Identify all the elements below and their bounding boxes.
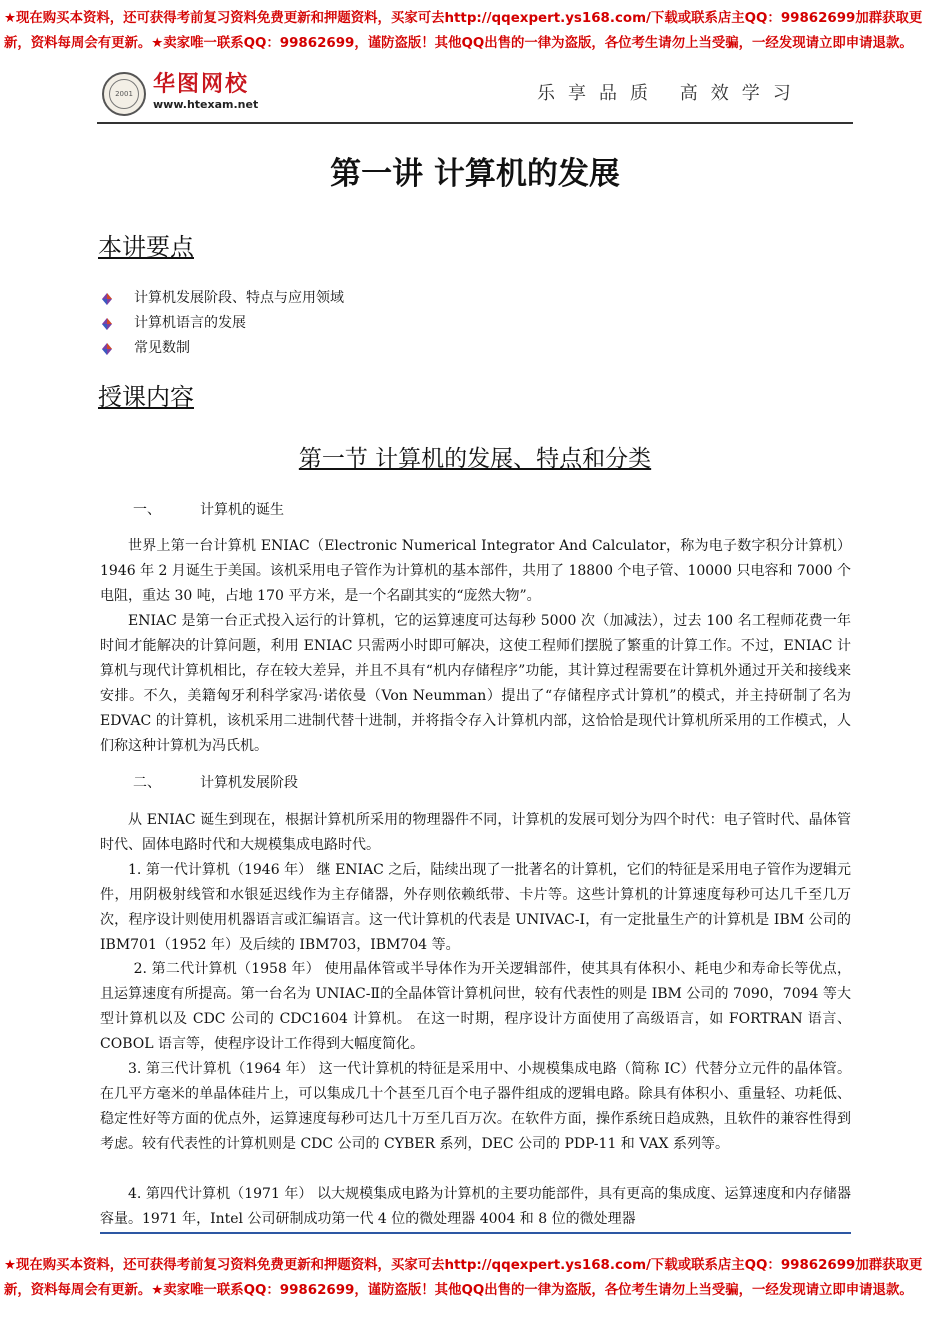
list-item — [100, 311, 344, 336]
key-points-heading: 本讲要点 — [98, 233, 194, 261]
diamond-bullet-icon — [100, 292, 114, 306]
key-point-text: 计算机语言的发展 — [134, 315, 246, 331]
course-content-heading: 授课内容 — [98, 383, 194, 411]
paragraph: ENIAC 是第一台正式投入运行的计算机，它的运算速度可达每秒 5000 次（加减法），过去 100 名工程师花费一年时间才能解决的计算问题，利用 ENIAC 只需两小时即可解决，这使工程师们摆脱了繁重的计算工作。不过，ENIAC 计算机与现代计算机相比，存在较大差异，并且不具有“机内存储程序”功能，其计算过程需要在计算机外通过开关和接线来安排。不久，美籍匈牙利科学家冯·诺依曼（Von Neumman）提出了“存储程序式计算机”的模式，并主持研制了名为 EDVAC 的计算机，该机采用二进制代替十进制，并将指令存入计算机内部，这恰恰是现代计算机所采用的工作模式，人们称这种计算机为冯氏机。 — [100, 613, 851, 754]
footer-rule — [100, 1232, 851, 1234]
brand-url: www.htexam.net — [153, 98, 259, 111]
part1-number: 一、 — [133, 502, 161, 518]
promo-banner-bottom — [4, 1253, 946, 1303]
promo-banner-line: 新，资料每周会有更新。★卖家唯一联系QQ：99862699，谨防盗版！其他QQ出售的一律为盗版，各位考生请勿上当受骗，一经发现请立即申请退款。 — [4, 36, 913, 51]
slogan: 乐享品质 高效学习 — [537, 83, 804, 104]
promo-banner-line: ★现在购买本资料，还可获得考前复习资料免费更新和押题资料，买家可去http://qqexpert.ys168.com/下载或联系店主QQ：99862699加群获取更 — [4, 11, 923, 26]
part1-heading-text: 计算机的诞生 — [200, 502, 284, 518]
section-title — [0, 444, 950, 474]
paragraph: 4. 第四代计算机（1971 年） 以大规模集成电路为计算机的主要功能部件，具有更高的集成度、运算速度和内存储器容量。1971 年，Intel 公司研制成功第一代 4 位的微处理器 4004 和 8 位的微处理器 — [100, 1186, 851, 1227]
list-item — [100, 286, 344, 311]
brand-name: 华图网校 — [153, 72, 250, 97]
logo-seal-icon — [102, 72, 146, 116]
part1-heading — [133, 500, 284, 520]
page-title: 第一讲 计算机的发展 — [330, 156, 620, 192]
section-title-text: 第一节 计算机的发展、特点和分类 — [298, 446, 652, 472]
promo-banner-top — [4, 6, 946, 56]
paragraph: 3. 第三代计算机（1964 年） 这一代计算机的特征是采用中、小规模集成电路（简称 IC）代替分立元件的晶体管。在几平方毫米的单晶体硅片上，可以集成几十个甚至几百个电子器件组成的逻辑电路。除具有体积小、重量轻、功耗低、稳定性好等方面的优点外，运算速度每秒可达几十万至几百万次。在软件方面，操作系统日趋成熟，且软件的兼容性得到考虑。较有代表性的计算机则是 CDC 公司的 CYBER 系列，DEC 公司的 PDP-11 和 VAX 系列等。 — [100, 1061, 851, 1152]
list-item — [100, 336, 344, 361]
key-points-list — [100, 286, 344, 361]
paragraph: 1. 第一代计算机（1946 年） 继 ENIAC 之后，陆续出现了一批著名的计算机，它们的特征是采用电子管作为逻辑元件，用阴极射线管和水银延迟线作为主存储器，外存则依赖纸带、卡片等。这些计算机的计算速度每秒可达几千至几万次，程序设计则使用机器语言或汇编语言。这一代计算机的代表是 UNIVAC-I，有一定批量生产的计算机是 IBM 公司的 IBM701（1952 年）及后续的 IBM703，IBM704 等。 — [100, 862, 851, 953]
diamond-bullet-icon — [100, 317, 114, 331]
promo-banner-line: ★现在购买本资料，还可获得考前复习资料免费更新和押题资料，买家可去http://qqexpert.ys168.com/下载或联系店主QQ：99862699加群获取更 — [4, 1258, 923, 1273]
key-point-text: 计算机发展阶段、特点与应用领域 — [134, 290, 344, 306]
seal-year: 2001 — [109, 79, 139, 109]
page-header — [97, 70, 853, 124]
promo-banner-line: 新，资料每周会有更新。★卖家唯一联系QQ：99862699，谨防盗版！其他QQ出售的一律为盗版，各位考生请勿上当受骗，一经发现请立即申请退款。 — [4, 1283, 913, 1298]
paragraph: 世界上第一台计算机 ENIAC（Electronic Numerical Integrator And Calculator，称为电子数字积分计算机）1946 年 2 月诞生于美国。该机采用电子管作为计算机的基本部件，共用了 18800 个电子管、10000 只电容和 7000 个电阻，重达 30 吨，占地 170 平方米，是一个名副其实的“庞然大物”。 — [100, 538, 851, 604]
paragraph: 2. 第二代计算机（1958 年） 使用晶体管或半导体作为开关逻辑部件，使其具有体积小、耗电少和寿命长等优点，且运算速度有所提高。第一台名为 UNIAC-Ⅱ的全晶体管计算机问世，较有代表性的则是 IBM 公司的 7090，7094 等大型计算机以及 CDC 公司的 CDC1604 计算机。 在这一时期，程序设计方面使用了高级语言，如 FORTRAN 语言、COBOL 语言等，使程序设计工作得到大幅度简化。 — [100, 961, 851, 1052]
diamond-bullet-icon — [100, 342, 114, 356]
paragraph: 从 ENIAC 诞生到现在，根据计算机所采用的物理器件不同，计算机的发展可划分为四个时代：电子管时代、晶体管时代、固体电路时代和大规模集成电路时代。 — [100, 812, 851, 853]
part2-number: 二、 — [133, 775, 161, 791]
key-point-text: 常见数制 — [134, 340, 190, 356]
part2-heading — [133, 773, 298, 793]
part2-heading-text: 计算机发展阶段 — [200, 775, 298, 791]
